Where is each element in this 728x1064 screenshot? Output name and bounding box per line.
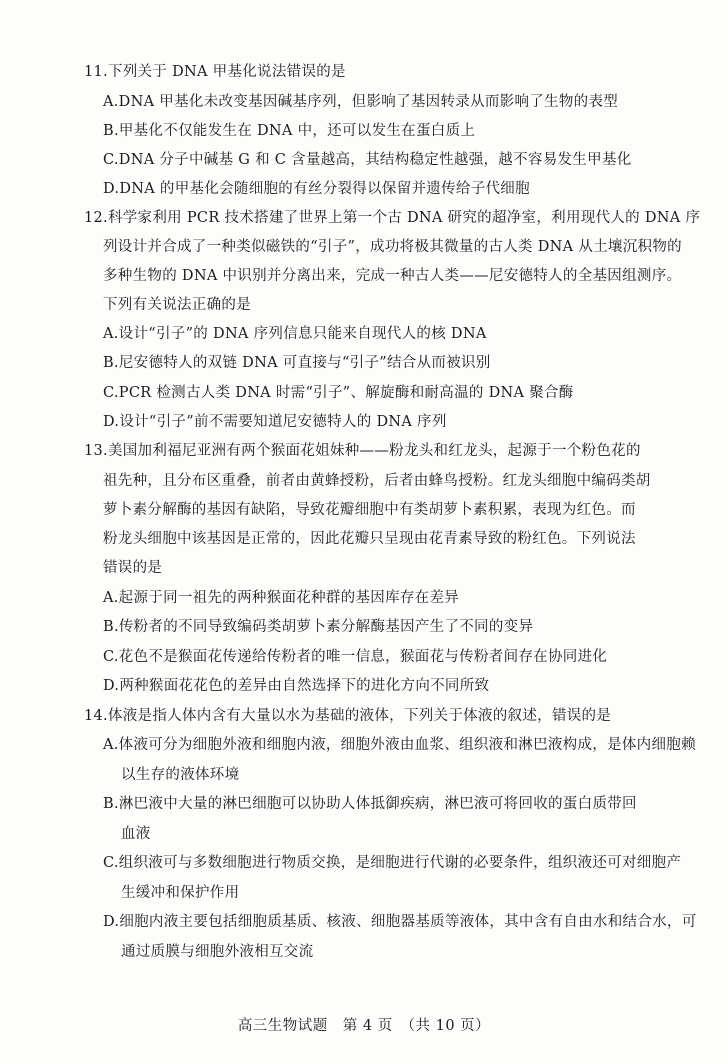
question-13-stem-line-2: 祖先种，且分布区重叠，前者由黄蜂授粉，后者由蜂鸟授粉。红龙头细胞中编码类胡 (103, 473, 651, 489)
question-14-option-b-line-1: B.淋巴液中大量的淋巴细胞可以协助人体抵御疾病，淋巴液可将回收的蛋白质带回 (103, 796, 637, 812)
question-12-option-d: D.设计“引子”前不需要知道尼安德特人的 DNA 序列 (103, 414, 447, 430)
question-14-option-a-line-2: 以生存的液体环境 (121, 767, 240, 783)
question-13-stem-line-1: 13.美国加利福尼亚洲有两个猴面花姐妹种——粉龙头和红龙头，起源于一个粉色花的 (84, 443, 641, 459)
question-12-stem-line-3: 多种生物的 DNA 中识别并分离出来，完成一种古人类——尼安德特人的全基因组测序。 (103, 268, 682, 284)
question-13-stem-line-3: 萝卜素分解酶的基因有缺陷，导致花瓣细胞中有类胡萝卜素积累，表现为红色。而 (103, 502, 636, 518)
question-12-option-a: A.设计“引子”的 DNA 序列信息只能来自现代人的核 DNA (103, 326, 487, 342)
question-12-option-c: C.PCR 检测古人类 DNA 时需“引子”、解旋酶和耐高温的 DNA 聚合酶 (103, 385, 574, 401)
question-12-stem-line-2: 列设计并合成了一种类似磁铁的“引子”，成功将极其微量的古人类 DNA 从土壤沉积物的 (103, 239, 682, 255)
question-12-stem-line-4: 下列有关说法正确的是 (103, 297, 251, 313)
question-11-option-a: A.DNA 甲基化未改变基因碱基序列，但影响了基因转录从而影响了生物的表型 (103, 94, 619, 110)
page-footer: 高三生物试题 第 4 页 （共 10 页） (237, 1018, 491, 1034)
question-14-option-d-line-2: 通过质膜与细胞外液相互交流 (121, 944, 314, 960)
question-14-option-c-line-2: 生缓冲和保护作用 (121, 885, 240, 901)
question-13-stem-line-5: 错误的是 (103, 560, 163, 576)
question-11-option-c: C.DNA 分子中碱基 G 和 C 含量越高，其结构稳定性越强，越不容易发生甲基化 (103, 152, 632, 168)
question-11-stem: 11.下列关于 DNA 甲基化说法错误的是 (84, 64, 346, 80)
question-11-option-b: B.甲基化不仅能发生在 DNA 中，还可以发生在蛋白质上 (103, 123, 476, 139)
question-13-option-b: B.传粉者的不同导致编码类胡萝卜素分解酶基因产生了不同的变异 (103, 619, 534, 635)
question-14-stem: 14.体液是指人体内含有大量以水为基础的液体，下列关于体液的叙述，错误的是 (84, 708, 612, 724)
question-12-stem-line-1: 12.科学家利用 PCR 技术搭建了世界上第一个古 DNA 研究的超净室，利用现代人的 DNA 序 (84, 210, 701, 226)
question-13-option-d: D.两种猴面花花色的差异由自然选择下的进化方向不同所致 (103, 678, 490, 694)
question-14-option-b-line-2: 血液 (121, 826, 151, 842)
question-13-option-a: A.起源于同一祖先的两种猴面花种群的基因库存在差异 (103, 590, 460, 606)
question-14-option-a-line-1: A.体液可分为细胞外液和细胞内液，细胞外液由血浆、组织液和淋巴液构成，是体内细胞赖 (103, 737, 696, 753)
question-13-stem-line-4: 粉龙头细胞中该基因是正常的，因此花瓣只呈现由花青素导致的粉红色。下列说法 (103, 531, 636, 547)
question-12-option-b: B.尼安德特人的双链 DNA 可直接与“引子”结合从而被识别 (103, 355, 491, 371)
question-14-option-c-line-1: C.组织液可与多数细胞进行物质交换，是细胞进行代谢的必要条件，组织液还可对细胞产 (103, 855, 682, 871)
question-13-option-c: C.花色不是猴面花传递给传粉者的唯一信息，猴面花与传粉者间存在协同进化 (103, 649, 608, 665)
question-11-option-d: D.DNA 的甲基化会随细胞的有丝分裂得以保留并遗传给子代细胞 (103, 181, 530, 197)
question-14-option-d-line-1: D.细胞内液主要包括细胞质基质、核液、细胞器基质等液体，其中含有自由水和结合水，可 (103, 914, 697, 930)
